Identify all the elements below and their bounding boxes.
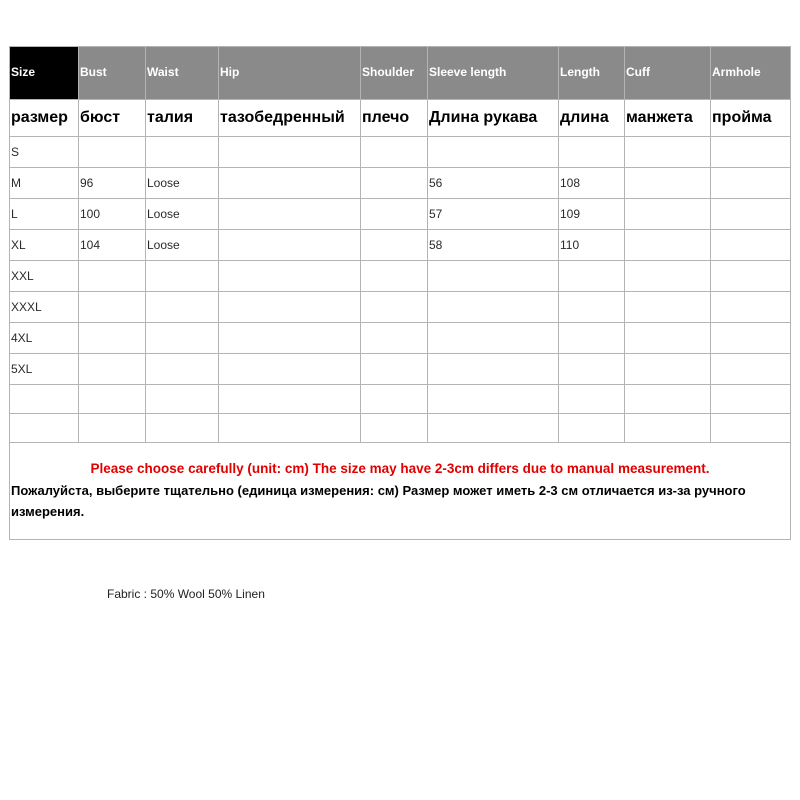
- note-english: Please choose carefully (unit: cm) The size may have 2-3cm differs due to manual measurement.: [90, 461, 710, 476]
- table-cell: Size: [10, 47, 79, 100]
- table-cell: [711, 385, 791, 414]
- table-cell: длина: [559, 100, 625, 137]
- table-cell: [559, 414, 625, 443]
- table-cell: [79, 137, 146, 168]
- table-cell: [711, 137, 791, 168]
- table-cell: Bust: [79, 47, 146, 100]
- table-cell: [711, 230, 791, 261]
- header-row-ru: [10, 100, 791, 137]
- table-cell: [219, 323, 361, 354]
- table-cell: [625, 323, 711, 354]
- table-cell: [219, 385, 361, 414]
- table-cell: Cuff: [625, 47, 711, 100]
- table-cell: [361, 199, 428, 230]
- table-row: [10, 323, 791, 354]
- table-cell: [711, 261, 791, 292]
- table-cell: Loose: [146, 168, 219, 199]
- table-cell: [428, 354, 559, 385]
- table-cell: 100: [79, 199, 146, 230]
- table-cell: [361, 414, 428, 443]
- table-cell: [146, 261, 219, 292]
- table-cell: 58: [428, 230, 559, 261]
- table-cell: 108: [559, 168, 625, 199]
- table-cell: [625, 414, 711, 443]
- table-cell: [559, 261, 625, 292]
- table-row: [10, 199, 791, 230]
- table-cell: Длина рукава: [428, 100, 559, 137]
- table-cell: [711, 168, 791, 199]
- table-cell: [79, 354, 146, 385]
- table-cell: L: [10, 199, 79, 230]
- table-cell: [428, 137, 559, 168]
- table-cell: [428, 261, 559, 292]
- table-cell: тазобедренный: [219, 100, 361, 137]
- table-row: [10, 168, 791, 199]
- table-row: [10, 137, 791, 168]
- table-cell: [361, 168, 428, 199]
- note-row: [10, 443, 791, 540]
- table-cell: [559, 292, 625, 323]
- table-cell: 96: [79, 168, 146, 199]
- table-cell: [10, 414, 79, 443]
- table-cell: [711, 414, 791, 443]
- header-row-en: [10, 47, 791, 100]
- table-cell: [361, 323, 428, 354]
- table-cell: [361, 261, 428, 292]
- table-cell: [79, 414, 146, 443]
- table-cell: размер: [10, 100, 79, 137]
- table-cell: [219, 168, 361, 199]
- table-cell: [146, 414, 219, 443]
- table-cell: [711, 323, 791, 354]
- table-cell: [625, 230, 711, 261]
- table-cell: [79, 261, 146, 292]
- table-row: [10, 261, 791, 292]
- table-cell: [711, 292, 791, 323]
- table-cell: [146, 354, 219, 385]
- table-cell: [559, 385, 625, 414]
- table-cell: [625, 168, 711, 199]
- table-cell: 57: [428, 199, 559, 230]
- table-cell: XXL: [10, 261, 79, 292]
- table-cell: [79, 323, 146, 354]
- table-cell: [428, 292, 559, 323]
- table-cell: [219, 354, 361, 385]
- table-cell: XL: [10, 230, 79, 261]
- table-cell: Shoulder: [361, 47, 428, 100]
- table-row: [10, 292, 791, 323]
- table-cell: Loose: [146, 199, 219, 230]
- table-cell: 5XL: [10, 354, 79, 385]
- table-cell: 110: [559, 230, 625, 261]
- table-cell: [711, 354, 791, 385]
- table-cell: [146, 292, 219, 323]
- table-cell: 56: [428, 168, 559, 199]
- size-chart-table: [9, 46, 791, 540]
- table-row: [10, 414, 791, 443]
- table-row: [10, 385, 791, 414]
- table-cell: Loose: [146, 230, 219, 261]
- table-cell: [146, 323, 219, 354]
- table-cell: [428, 414, 559, 443]
- note-russian: Пожалуйста, выберите тщательно (единица измерения: см) Размер может иметь 2-3 см отличается из-за ручного измерения.: [11, 483, 746, 519]
- table-cell: [625, 385, 711, 414]
- table-cell: XXXL: [10, 292, 79, 323]
- table-cell: Waist: [146, 47, 219, 100]
- table-cell: 109: [559, 199, 625, 230]
- table-cell: [219, 230, 361, 261]
- table-cell: пройма: [711, 100, 791, 137]
- table-cell: [559, 323, 625, 354]
- table-cell: Armhole: [711, 47, 791, 100]
- table-cell: [428, 385, 559, 414]
- table-cell: [79, 385, 146, 414]
- table-cell: S: [10, 137, 79, 168]
- table-cell: [146, 385, 219, 414]
- table-cell: [625, 137, 711, 168]
- table-cell: [361, 354, 428, 385]
- table-cell: 104: [79, 230, 146, 261]
- table-cell: [361, 292, 428, 323]
- table-cell: [428, 323, 559, 354]
- table-cell: манжета: [625, 100, 711, 137]
- table-row: [10, 230, 791, 261]
- table-cell: [625, 261, 711, 292]
- table-cell: [219, 261, 361, 292]
- table-cell: Hip: [219, 47, 361, 100]
- table-cell: [361, 385, 428, 414]
- table-cell: [711, 199, 791, 230]
- fabric-info: Fabric : 50% Wool 50% Linen: [107, 587, 265, 601]
- table-cell: [625, 292, 711, 323]
- table-cell: [146, 137, 219, 168]
- table-cell: [559, 137, 625, 168]
- table-cell: [219, 199, 361, 230]
- table-cell: [79, 292, 146, 323]
- table-cell: 4XL: [10, 323, 79, 354]
- table-cell: [559, 354, 625, 385]
- measurement-note: [10, 443, 791, 540]
- table-cell: [10, 385, 79, 414]
- table-cell: M: [10, 168, 79, 199]
- table-cell: [219, 137, 361, 168]
- table-cell: [625, 199, 711, 230]
- table-cell: Length: [559, 47, 625, 100]
- table-cell: плечо: [361, 100, 428, 137]
- table-cell: Sleeve length: [428, 47, 559, 100]
- table-cell: бюст: [79, 100, 146, 137]
- table-cell: [219, 292, 361, 323]
- table-cell: [219, 414, 361, 443]
- table-cell: [361, 230, 428, 261]
- table-cell: [361, 137, 428, 168]
- table-cell: [625, 354, 711, 385]
- table-row: [10, 354, 791, 385]
- table-cell: талия: [146, 100, 219, 137]
